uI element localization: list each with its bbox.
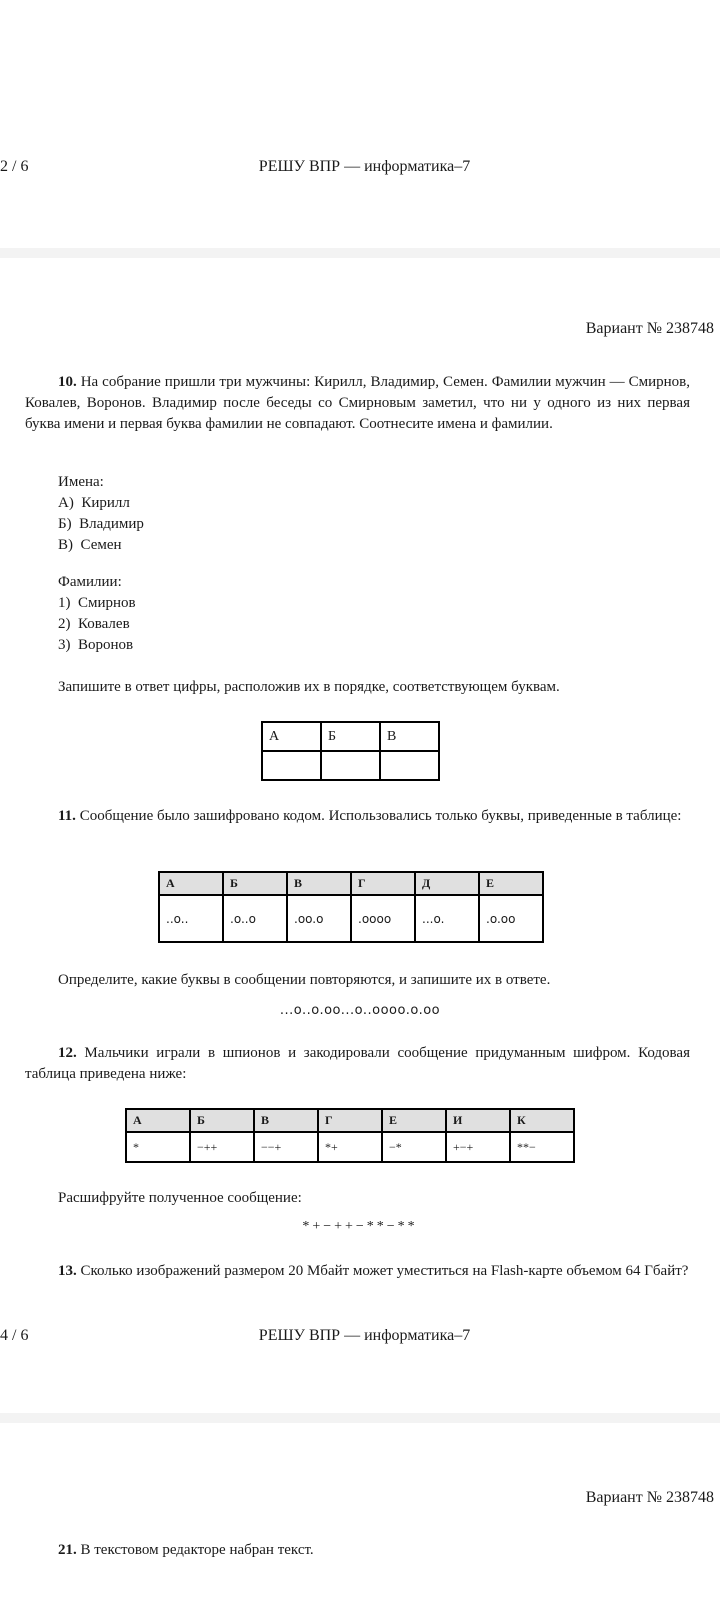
code-value: .o.oo	[479, 895, 543, 942]
answer-cell[interactable]	[380, 751, 439, 780]
code-value: −−+	[254, 1132, 318, 1162]
task-10-instruction: Запишите в ответ цифры, расположив их в порядке, соответствующем буквам.	[58, 679, 560, 695]
code-value: +−+	[446, 1132, 510, 1162]
code-table-11	[158, 871, 544, 943]
page-header: РЕШУ ВПР — информатика–7	[258, 1327, 471, 1344]
code-letter: И	[446, 1109, 510, 1132]
answer-cell[interactable]	[321, 751, 380, 780]
code-letter: Б	[223, 872, 287, 895]
code-value: .o..o	[223, 895, 287, 942]
task-13-text: 13. Сколько изображений размером 20 Мбайт может уместиться на Flash-карте объемом 64 Гбайт?	[58, 1263, 689, 1279]
surnames-list	[58, 572, 136, 656]
code-letter: Е	[382, 1109, 446, 1132]
code-letter: А	[126, 1109, 190, 1132]
answer-header: А	[262, 722, 321, 751]
code-letter: А	[159, 872, 223, 895]
task-21-text: 21. В текстовом редакторе набран текст.	[58, 1542, 314, 1558]
code-value: .oo.o	[287, 895, 351, 942]
name-item: А) Кирилл	[58, 495, 130, 511]
code-letter: Г	[351, 872, 415, 895]
code-table-12	[125, 1108, 575, 1163]
task-number: 12.	[58, 1045, 77, 1061]
surname-item: 1) Смирнов	[58, 595, 136, 611]
code-value: −*	[382, 1132, 446, 1162]
task-number: 10.	[58, 374, 77, 390]
task-number: 13.	[58, 1263, 77, 1279]
variant-number: Вариант № 238748	[585, 1489, 714, 1506]
surnames-title: Фамилии:	[58, 574, 122, 590]
code-letter: Г	[318, 1109, 382, 1132]
answer-table	[261, 721, 440, 781]
code-value: ..o..	[159, 895, 223, 942]
answer-header: Б	[321, 722, 380, 751]
name-item: В) Семен	[58, 537, 122, 553]
answer-header: В	[380, 722, 439, 751]
encoded-message: ...o..o.oo...o..oooo.o.oo	[279, 1003, 441, 1018]
task-number: 21.	[58, 1542, 77, 1558]
code-value: *	[126, 1132, 190, 1162]
name-item: Б) Владимир	[58, 516, 144, 532]
code-value: **−	[510, 1132, 574, 1162]
task-12-instruction: Расшифруйте полученное сообщение:	[58, 1190, 302, 1206]
task-number: 11.	[58, 808, 76, 824]
names-title: Имена:	[58, 474, 104, 490]
code-letter: В	[254, 1109, 318, 1132]
variant-number: Вариант № 238748	[585, 320, 714, 337]
task-10-text: 10. На собрание пришли три мужчины: Кирилл, Владимир, Семен. Фамилии мужчин — Смирнов, Ковалев, Воронов. Владимир после беседы со Смирновым заметил, что ни у одного из них первая буква имени и первая буква фамилии не совпадают. Соотнесите имена и фамилии.	[25, 374, 690, 432]
task-11-text: 11. Сообщение было зашифровано кодом. Использовались только буквы, приведенные в таблице:	[58, 808, 682, 824]
code-letter: Б	[190, 1109, 254, 1132]
encoded-message: *+−++−**−**	[302, 1219, 418, 1234]
surname-item: 3) Воронов	[58, 637, 134, 653]
code-letter: Е	[479, 872, 543, 895]
code-letter: В	[287, 872, 351, 895]
names-list	[58, 472, 144, 556]
page-separator	[0, 1413, 720, 1423]
code-letter: К	[510, 1109, 574, 1132]
page-number: 2 / 6	[0, 158, 29, 175]
code-letter: Д	[415, 872, 479, 895]
code-value: .oooo	[351, 895, 415, 942]
code-value: −++	[190, 1132, 254, 1162]
task-11-instruction: Определите, какие буквы в сообщении повторяются, и запишите их в ответе.	[58, 972, 551, 988]
answer-cell[interactable]	[262, 751, 321, 780]
task-12-text: 12. Мальчики играли в шпионов и закодировали сообщение придуманным шифром. Кодовая таблица приведена ниже:	[25, 1045, 690, 1082]
page-header: РЕШУ ВПР — информатика–7	[258, 158, 471, 175]
page-separator	[0, 248, 720, 258]
surname-item: 2) Ковалев	[58, 616, 130, 632]
code-value: *+	[318, 1132, 382, 1162]
page-number: 4 / 6	[0, 1327, 29, 1344]
code-value: ...o.	[415, 895, 479, 942]
